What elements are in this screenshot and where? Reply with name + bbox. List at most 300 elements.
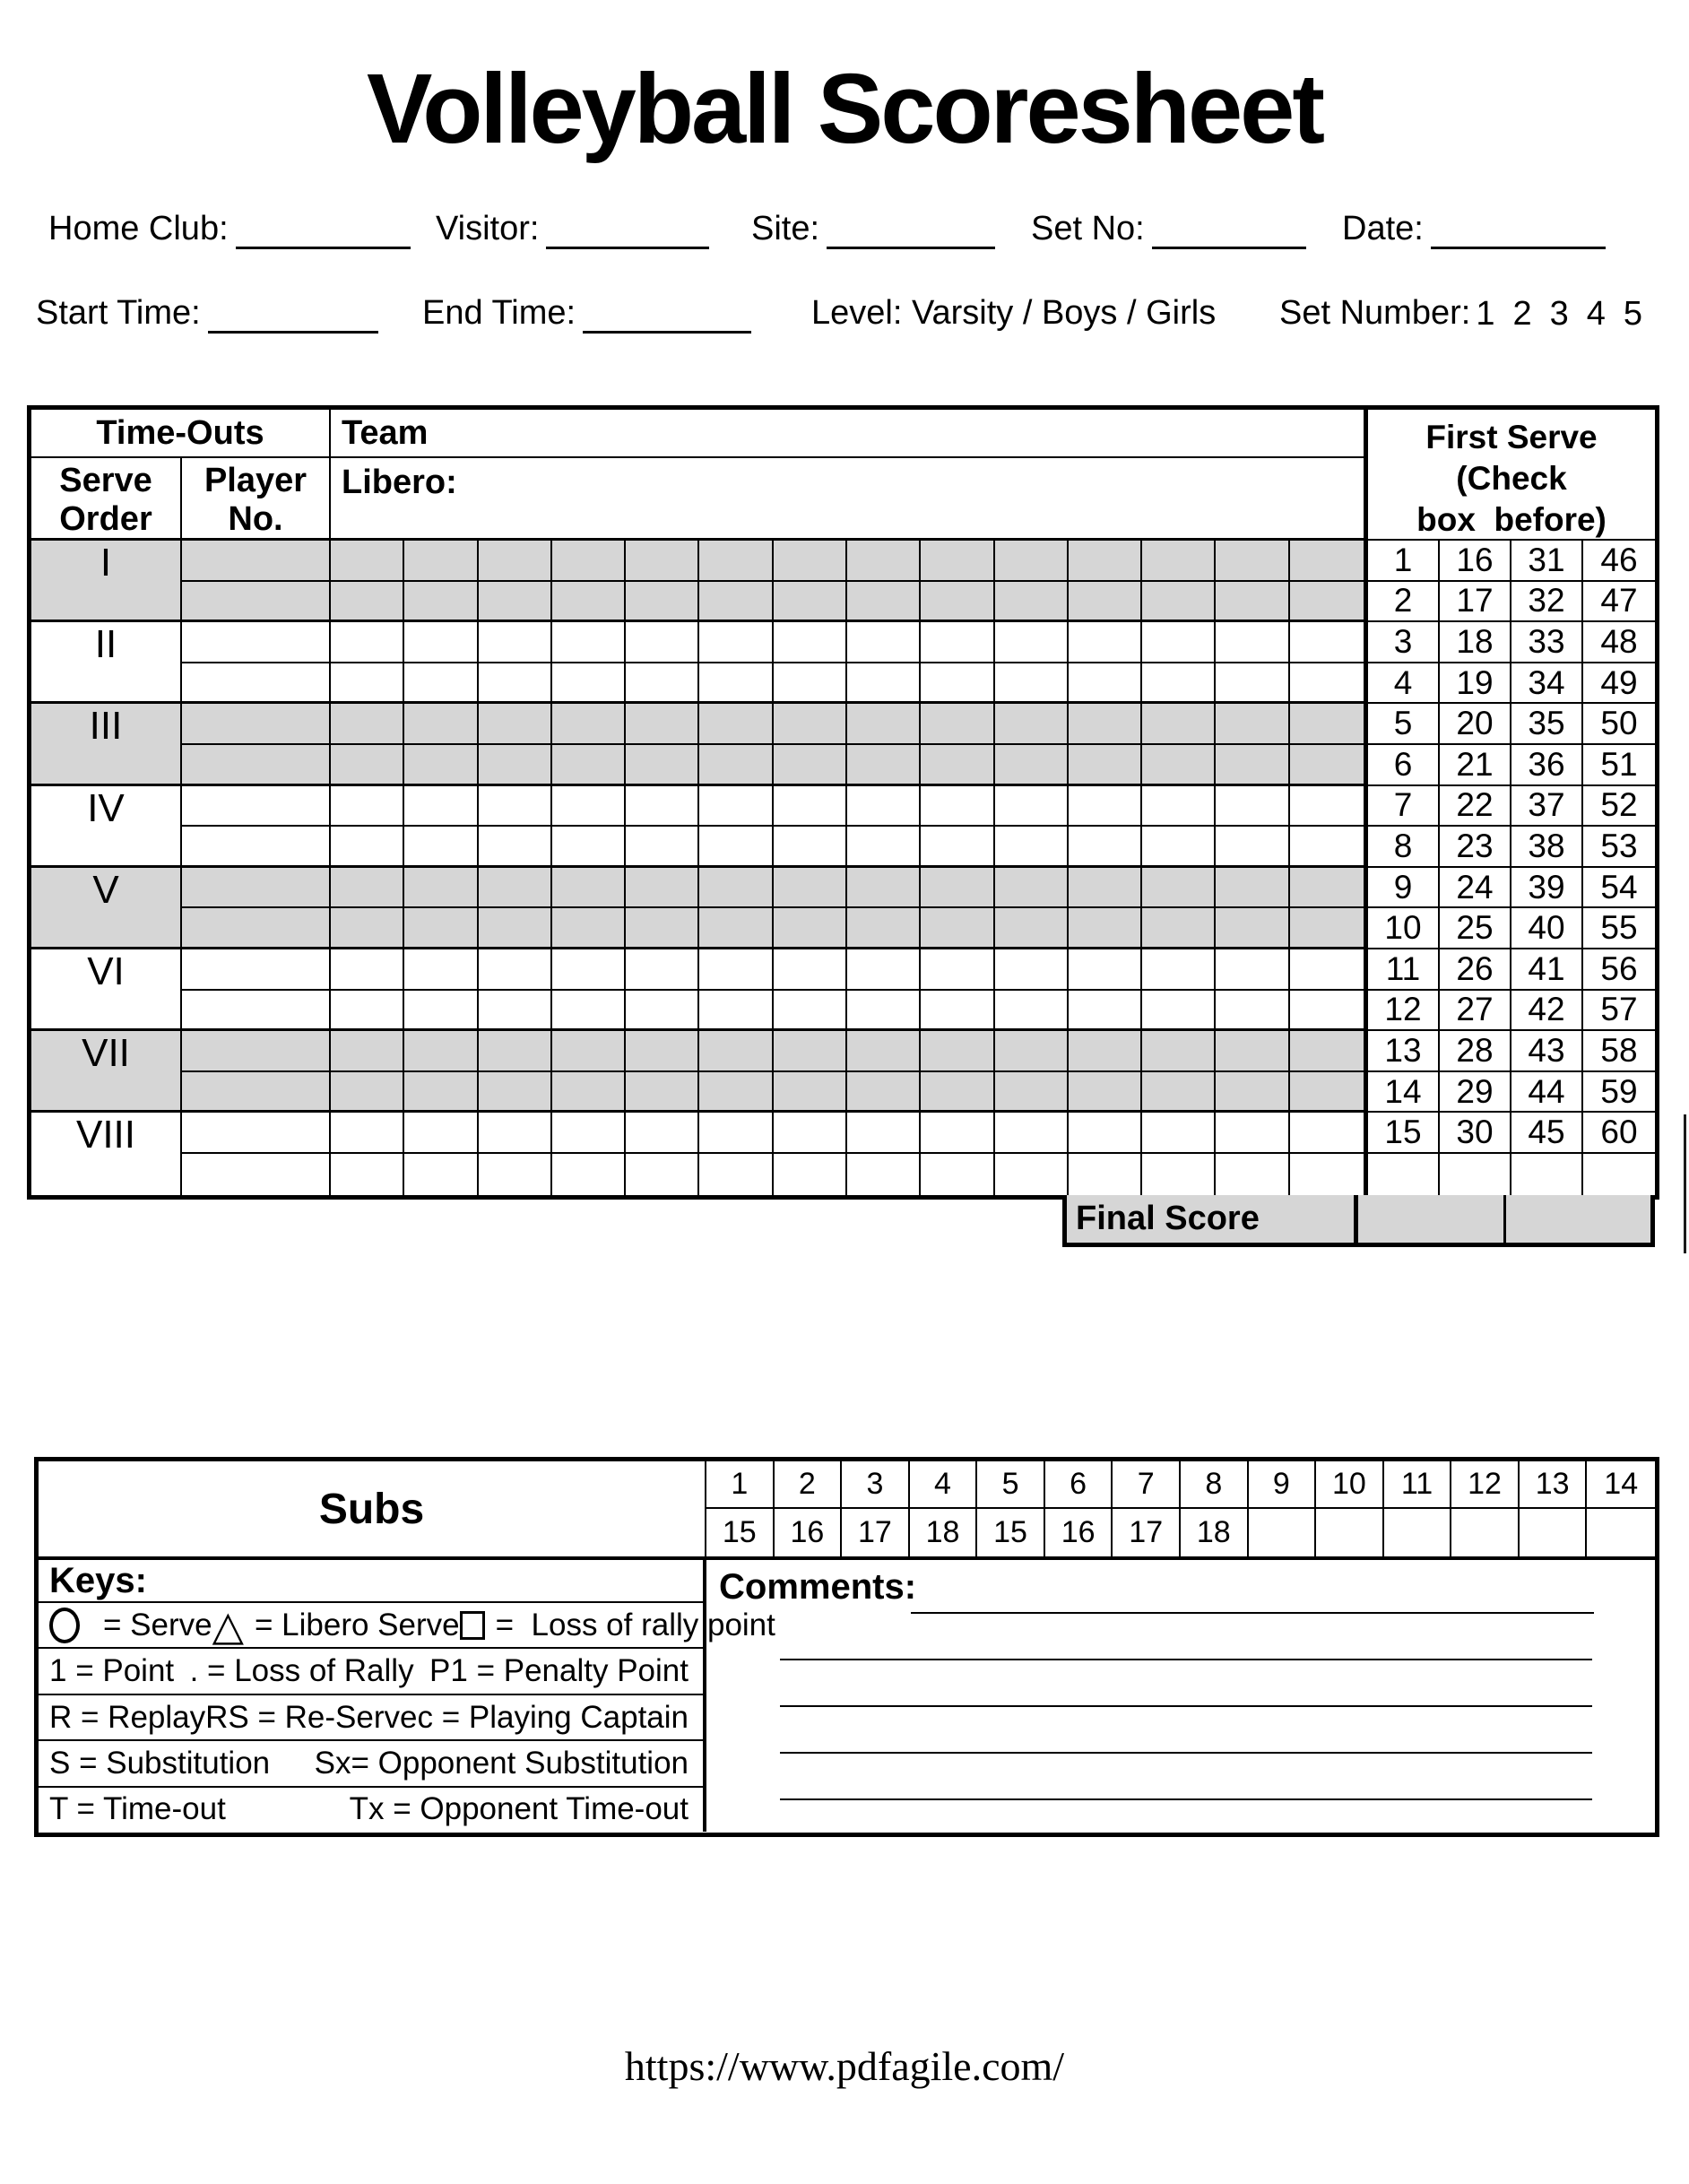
score-cell[interactable] [331,991,404,1032]
first-serve-number-cell[interactable]: 52 [1583,786,1655,828]
score-cell[interactable] [331,541,404,582]
player-no-cell[interactable] [182,1072,331,1114]
score-cell[interactable] [479,868,552,909]
score-cell[interactable] [552,868,626,909]
first-serve-number-cell[interactable]: 56 [1583,949,1655,991]
score-cell[interactable] [331,1113,404,1154]
score-cell[interactable] [552,1113,626,1154]
score-cell[interactable] [479,827,552,868]
subs-cell[interactable] [1520,1509,1588,1556]
score-cell[interactable] [1290,1154,1364,1195]
comment-line[interactable] [911,1612,1594,1614]
score-cell[interactable] [552,541,626,582]
score-cell[interactable] [331,949,404,991]
score-cell[interactable] [404,704,478,745]
first-serve-number-cell[interactable]: 14 [1368,1072,1440,1114]
subs-cell[interactable]: 12 [1451,1461,1520,1509]
subs-cell[interactable]: 10 [1316,1461,1384,1509]
score-cell[interactable] [1142,827,1216,868]
score-cell[interactable] [1142,622,1216,663]
score-cell[interactable] [847,868,921,909]
score-cell[interactable] [331,745,404,786]
score-cell[interactable] [921,622,994,663]
score-cell[interactable] [921,1072,994,1114]
score-cell[interactable] [847,786,921,828]
first-serve-number-cell[interactable]: 51 [1583,745,1655,786]
first-serve-number-cell[interactable]: 37 [1511,786,1583,828]
score-cell[interactable] [1216,704,1289,745]
score-cell[interactable] [1216,1072,1289,1114]
score-cell[interactable] [995,786,1069,828]
score-cell[interactable] [699,949,773,991]
score-cell[interactable] [921,949,994,991]
subs-cell[interactable]: 3 [842,1461,910,1509]
score-cell[interactable] [699,1113,773,1154]
score-cell[interactable] [626,622,699,663]
score-cell[interactable] [404,541,478,582]
score-cell[interactable] [404,868,478,909]
subs-cell[interactable]: 15 [977,1509,1045,1556]
subs-cell[interactable]: 13 [1520,1461,1588,1509]
first-serve-empty-cell[interactable] [1511,1154,1583,1195]
subs-cell[interactable] [1587,1509,1655,1556]
score-cell[interactable] [921,663,994,705]
subs-cell[interactable]: 16 [1045,1509,1113,1556]
score-cell[interactable] [774,949,847,991]
subs-cell[interactable] [1316,1509,1384,1556]
score-cell[interactable] [626,704,699,745]
score-cell[interactable] [1216,786,1289,828]
score-cell[interactable] [1142,868,1216,909]
score-cell[interactable] [1216,1154,1289,1195]
score-cell[interactable] [774,745,847,786]
score-cell[interactable] [921,827,994,868]
first-serve-number-cell[interactable]: 15 [1368,1113,1440,1154]
score-cell[interactable] [774,704,847,745]
comment-line[interactable] [780,1752,1592,1754]
score-cell[interactable] [1216,868,1289,909]
first-serve-number-cell[interactable]: 48 [1583,622,1655,663]
player-no-cell[interactable] [182,991,331,1032]
date-input-line[interactable] [1431,210,1606,249]
final-score-visitor-cell[interactable] [1506,1195,1651,1243]
score-cell[interactable] [995,827,1069,868]
first-serve-number-cell[interactable]: 23 [1440,827,1511,868]
score-cell[interactable] [1069,949,1142,991]
score-cell[interactable] [699,1072,773,1114]
score-cell[interactable] [331,1154,404,1195]
score-cell[interactable] [331,1072,404,1114]
score-cell[interactable] [1142,541,1216,582]
set-number-option[interactable]: 1 [1476,295,1495,333]
first-serve-number-cell[interactable]: 22 [1440,786,1511,828]
score-cell[interactable] [995,582,1069,623]
score-cell[interactable] [626,1154,699,1195]
score-cell[interactable] [1290,1113,1364,1154]
first-serve-number-cell[interactable]: 55 [1583,908,1655,949]
first-serve-number-cell[interactable]: 7 [1368,786,1440,828]
score-cell[interactable] [921,991,994,1032]
score-cell[interactable] [699,663,773,705]
score-cell[interactable] [1216,541,1289,582]
subs-cell[interactable] [1451,1509,1520,1556]
comment-line[interactable] [780,1705,1592,1707]
player-no-cell[interactable] [182,1154,331,1195]
score-cell[interactable] [1142,949,1216,991]
score-cell[interactable] [479,786,552,828]
score-cell[interactable] [479,541,552,582]
score-cell[interactable] [1069,622,1142,663]
first-serve-number-cell[interactable]: 34 [1511,663,1583,705]
score-cell[interactable] [1290,991,1364,1032]
score-cell[interactable] [331,908,404,949]
score-cell[interactable] [626,1113,699,1154]
score-cell[interactable] [331,704,404,745]
score-cell[interactable] [699,908,773,949]
score-cell[interactable] [774,1113,847,1154]
score-cell[interactable] [921,1031,994,1072]
subs-cell[interactable]: 7 [1113,1461,1181,1509]
set-number-option[interactable]: 4 [1586,295,1606,333]
score-cell[interactable] [921,868,994,909]
first-serve-number-cell[interactable]: 28 [1440,1031,1511,1072]
score-cell[interactable] [1216,1031,1289,1072]
subs-cell[interactable]: 16 [775,1509,843,1556]
score-cell[interactable] [1142,1031,1216,1072]
score-cell[interactable] [331,786,404,828]
subs-cell[interactable] [1249,1509,1317,1556]
score-cell[interactable] [995,908,1069,949]
score-cell[interactable] [552,991,626,1032]
score-cell[interactable] [1142,786,1216,828]
score-cell[interactable] [479,663,552,705]
score-cell[interactable] [404,1113,478,1154]
first-serve-number-cell[interactable]: 60 [1583,1113,1655,1154]
first-serve-number-cell[interactable]: 24 [1440,868,1511,909]
player-no-cell[interactable] [182,827,331,868]
subs-cell[interactable] [1384,1509,1452,1556]
score-cell[interactable] [331,582,404,623]
score-cell[interactable] [847,582,921,623]
score-cell[interactable] [699,1154,773,1195]
subs-cell[interactable]: 17 [1113,1509,1181,1556]
score-cell[interactable] [995,991,1069,1032]
score-cell[interactable] [1069,663,1142,705]
score-cell[interactable] [774,582,847,623]
first-serve-number-cell[interactable]: 39 [1511,868,1583,909]
first-serve-number-cell[interactable]: 17 [1440,582,1511,623]
score-cell[interactable] [1290,745,1364,786]
score-cell[interactable] [847,1113,921,1154]
score-cell[interactable] [404,949,478,991]
score-cell[interactable] [847,949,921,991]
score-cell[interactable] [552,1154,626,1195]
score-cell[interactable] [1216,663,1289,705]
player-no-cell[interactable] [182,622,331,663]
end-time-input-line[interactable] [583,294,751,334]
score-cell[interactable] [404,1031,478,1072]
score-cell[interactable] [1069,745,1142,786]
score-cell[interactable] [1290,663,1364,705]
final-score-home-cell[interactable] [1358,1195,1506,1243]
subs-cell[interactable]: 14 [1587,1461,1655,1509]
score-cell[interactable] [1290,622,1364,663]
score-cell[interactable] [847,1031,921,1072]
subs-cell[interactable]: 1 [706,1461,775,1509]
score-cell[interactable] [626,745,699,786]
first-serve-number-cell[interactable]: 42 [1511,991,1583,1032]
score-cell[interactable] [774,622,847,663]
score-cell[interactable] [1142,582,1216,623]
first-serve-number-cell[interactable]: 54 [1583,868,1655,909]
score-cell[interactable] [699,541,773,582]
score-cell[interactable] [1069,1072,1142,1114]
score-cell[interactable] [847,745,921,786]
score-cell[interactable] [1290,1072,1364,1114]
score-cell[interactable] [626,868,699,909]
subs-cell[interactable]: 8 [1181,1461,1249,1509]
first-serve-number-cell[interactable]: 30 [1440,1113,1511,1154]
score-cell[interactable] [552,786,626,828]
score-cell[interactable] [774,1154,847,1195]
score-cell[interactable] [1069,991,1142,1032]
score-cell[interactable] [552,745,626,786]
score-cell[interactable] [995,622,1069,663]
score-cell[interactable] [995,704,1069,745]
first-serve-number-cell[interactable]: 18 [1440,622,1511,663]
score-cell[interactable] [626,541,699,582]
score-cell[interactable] [1216,622,1289,663]
score-cell[interactable] [774,868,847,909]
score-cell[interactable] [1290,704,1364,745]
score-cell[interactable] [1069,582,1142,623]
score-cell[interactable] [995,541,1069,582]
score-cell[interactable] [479,908,552,949]
visitor-input-line[interactable] [546,210,709,249]
score-cell[interactable] [995,949,1069,991]
first-serve-number-cell[interactable]: 43 [1511,1031,1583,1072]
score-cell[interactable] [331,827,404,868]
score-cell[interactable] [552,704,626,745]
score-cell[interactable] [921,1113,994,1154]
score-cell[interactable] [1290,582,1364,623]
score-cell[interactable] [1216,1113,1289,1154]
score-cell[interactable] [404,1154,478,1195]
score-cell[interactable] [774,786,847,828]
score-cell[interactable] [404,908,478,949]
first-serve-number-cell[interactable]: 49 [1583,663,1655,705]
subs-cell[interactable]: 18 [910,1509,978,1556]
player-no-cell[interactable] [182,908,331,949]
score-cell[interactable] [404,622,478,663]
score-cell[interactable] [995,1113,1069,1154]
score-cell[interactable] [626,1072,699,1114]
first-serve-number-cell[interactable]: 29 [1440,1072,1511,1114]
score-cell[interactable] [479,745,552,786]
first-serve-number-cell[interactable]: 38 [1511,827,1583,868]
score-cell[interactable] [479,991,552,1032]
first-serve-empty-cell[interactable] [1440,1154,1511,1195]
score-cell[interactable] [774,663,847,705]
score-cell[interactable] [921,704,994,745]
player-no-cell[interactable] [182,1031,331,1072]
first-serve-number-cell[interactable]: 25 [1440,908,1511,949]
first-serve-number-cell[interactable]: 32 [1511,582,1583,623]
score-cell[interactable] [552,622,626,663]
score-cell[interactable] [1069,827,1142,868]
score-cell[interactable] [995,745,1069,786]
score-cell[interactable] [479,582,552,623]
score-cell[interactable] [331,663,404,705]
score-cell[interactable] [921,908,994,949]
first-serve-number-cell[interactable]: 5 [1368,704,1440,745]
comment-line[interactable] [780,1659,1592,1660]
first-serve-number-cell[interactable]: 4 [1368,663,1440,705]
score-cell[interactable] [1290,908,1364,949]
score-cell[interactable] [552,827,626,868]
score-cell[interactable] [1142,1072,1216,1114]
libero-label-cell[interactable]: Libero: [331,458,1364,541]
score-cell[interactable] [1069,1113,1142,1154]
score-cell[interactable] [1142,1154,1216,1195]
score-cell[interactable] [479,1072,552,1114]
score-cell[interactable] [552,1072,626,1114]
set-number-option[interactable]: 3 [1549,295,1569,333]
first-serve-number-cell[interactable]: 20 [1440,704,1511,745]
score-cell[interactable] [479,1154,552,1195]
player-no-cell[interactable] [182,949,331,991]
score-cell[interactable] [995,663,1069,705]
player-no-cell[interactable] [182,541,331,582]
first-serve-number-cell[interactable]: 41 [1511,949,1583,991]
score-cell[interactable] [774,1031,847,1072]
score-cell[interactable] [1142,908,1216,949]
score-cell[interactable] [699,868,773,909]
subs-cell[interactable]: 9 [1249,1461,1317,1509]
first-serve-number-cell[interactable]: 16 [1440,541,1511,582]
score-cell[interactable] [699,704,773,745]
first-serve-number-cell[interactable]: 47 [1583,582,1655,623]
score-cell[interactable] [1069,908,1142,949]
score-cell[interactable] [1290,827,1364,868]
score-cell[interactable] [404,663,478,705]
footer-url[interactable]: https://www.pdfagile.com/ [624,2043,1065,2089]
score-cell[interactable] [699,1031,773,1072]
first-serve-empty-cell[interactable] [1583,1154,1655,1195]
score-cell[interactable] [921,786,994,828]
score-cell[interactable] [404,786,478,828]
score-cell[interactable] [1069,704,1142,745]
score-cell[interactable] [479,704,552,745]
first-serve-number-cell[interactable]: 13 [1368,1031,1440,1072]
score-cell[interactable] [847,541,921,582]
score-cell[interactable] [995,1154,1069,1195]
first-serve-number-cell[interactable]: 8 [1368,827,1440,868]
score-cell[interactable] [1216,949,1289,991]
first-serve-number-cell[interactable]: 26 [1440,949,1511,991]
score-cell[interactable] [847,622,921,663]
score-cell[interactable] [404,1072,478,1114]
score-cell[interactable] [1069,541,1142,582]
score-cell[interactable] [847,1072,921,1114]
score-cell[interactable] [1216,582,1289,623]
first-serve-number-cell[interactable]: 1 [1368,541,1440,582]
player-no-cell[interactable] [182,745,331,786]
score-cell[interactable] [1142,663,1216,705]
first-serve-number-cell[interactable]: 11 [1368,949,1440,991]
score-cell[interactable] [847,827,921,868]
score-cell[interactable] [699,745,773,786]
score-cell[interactable] [626,991,699,1032]
first-serve-number-cell[interactable]: 2 [1368,582,1440,623]
first-serve-number-cell[interactable]: 40 [1511,908,1583,949]
score-cell[interactable] [626,786,699,828]
start-time-input-line[interactable] [208,294,378,334]
first-serve-number-cell[interactable]: 19 [1440,663,1511,705]
set-number-option[interactable]: 2 [1512,295,1532,333]
score-cell[interactable] [479,622,552,663]
first-serve-empty-cell[interactable] [1368,1154,1440,1195]
score-cell[interactable] [626,908,699,949]
first-serve-number-cell[interactable]: 21 [1440,745,1511,786]
player-no-cell[interactable] [182,1113,331,1154]
player-no-cell[interactable] [182,582,331,623]
score-cell[interactable] [331,868,404,909]
score-cell[interactable] [626,663,699,705]
score-cell[interactable] [995,868,1069,909]
first-serve-number-cell[interactable]: 31 [1511,541,1583,582]
score-cell[interactable] [331,1031,404,1072]
score-cell[interactable] [847,704,921,745]
first-serve-number-cell[interactable]: 27 [1440,991,1511,1032]
first-serve-number-cell[interactable]: 50 [1583,704,1655,745]
subs-cell[interactable]: 2 [775,1461,843,1509]
score-cell[interactable] [1069,1154,1142,1195]
score-cell[interactable] [552,1031,626,1072]
score-cell[interactable] [404,745,478,786]
score-cell[interactable] [1069,868,1142,909]
score-cell[interactable] [847,991,921,1032]
score-cell[interactable] [699,622,773,663]
score-cell[interactable] [995,1072,1069,1114]
score-cell[interactable] [552,908,626,949]
score-cell[interactable] [847,1154,921,1195]
first-serve-number-cell[interactable]: 36 [1511,745,1583,786]
score-cell[interactable] [552,949,626,991]
subs-cell[interactable]: 11 [1384,1461,1452,1509]
subs-cell[interactable]: 6 [1045,1461,1113,1509]
score-cell[interactable] [1142,1113,1216,1154]
score-cell[interactable] [626,827,699,868]
player-no-cell[interactable] [182,663,331,705]
first-serve-number-cell[interactable]: 57 [1583,991,1655,1032]
score-cell[interactable] [774,991,847,1032]
player-no-cell[interactable] [182,704,331,745]
first-serve-number-cell[interactable]: 12 [1368,991,1440,1032]
score-cell[interactable] [404,582,478,623]
score-cell[interactable] [774,541,847,582]
first-serve-number-cell[interactable]: 53 [1583,827,1655,868]
subs-cell[interactable]: 17 [842,1509,910,1556]
first-serve-number-cell[interactable]: 10 [1368,908,1440,949]
score-cell[interactable] [1142,745,1216,786]
comment-line[interactable] [780,1798,1592,1800]
score-cell[interactable] [995,1031,1069,1072]
home-club-input-line[interactable] [236,210,411,249]
score-cell[interactable] [1290,868,1364,909]
score-cell[interactable] [1069,786,1142,828]
score-cell[interactable] [331,622,404,663]
